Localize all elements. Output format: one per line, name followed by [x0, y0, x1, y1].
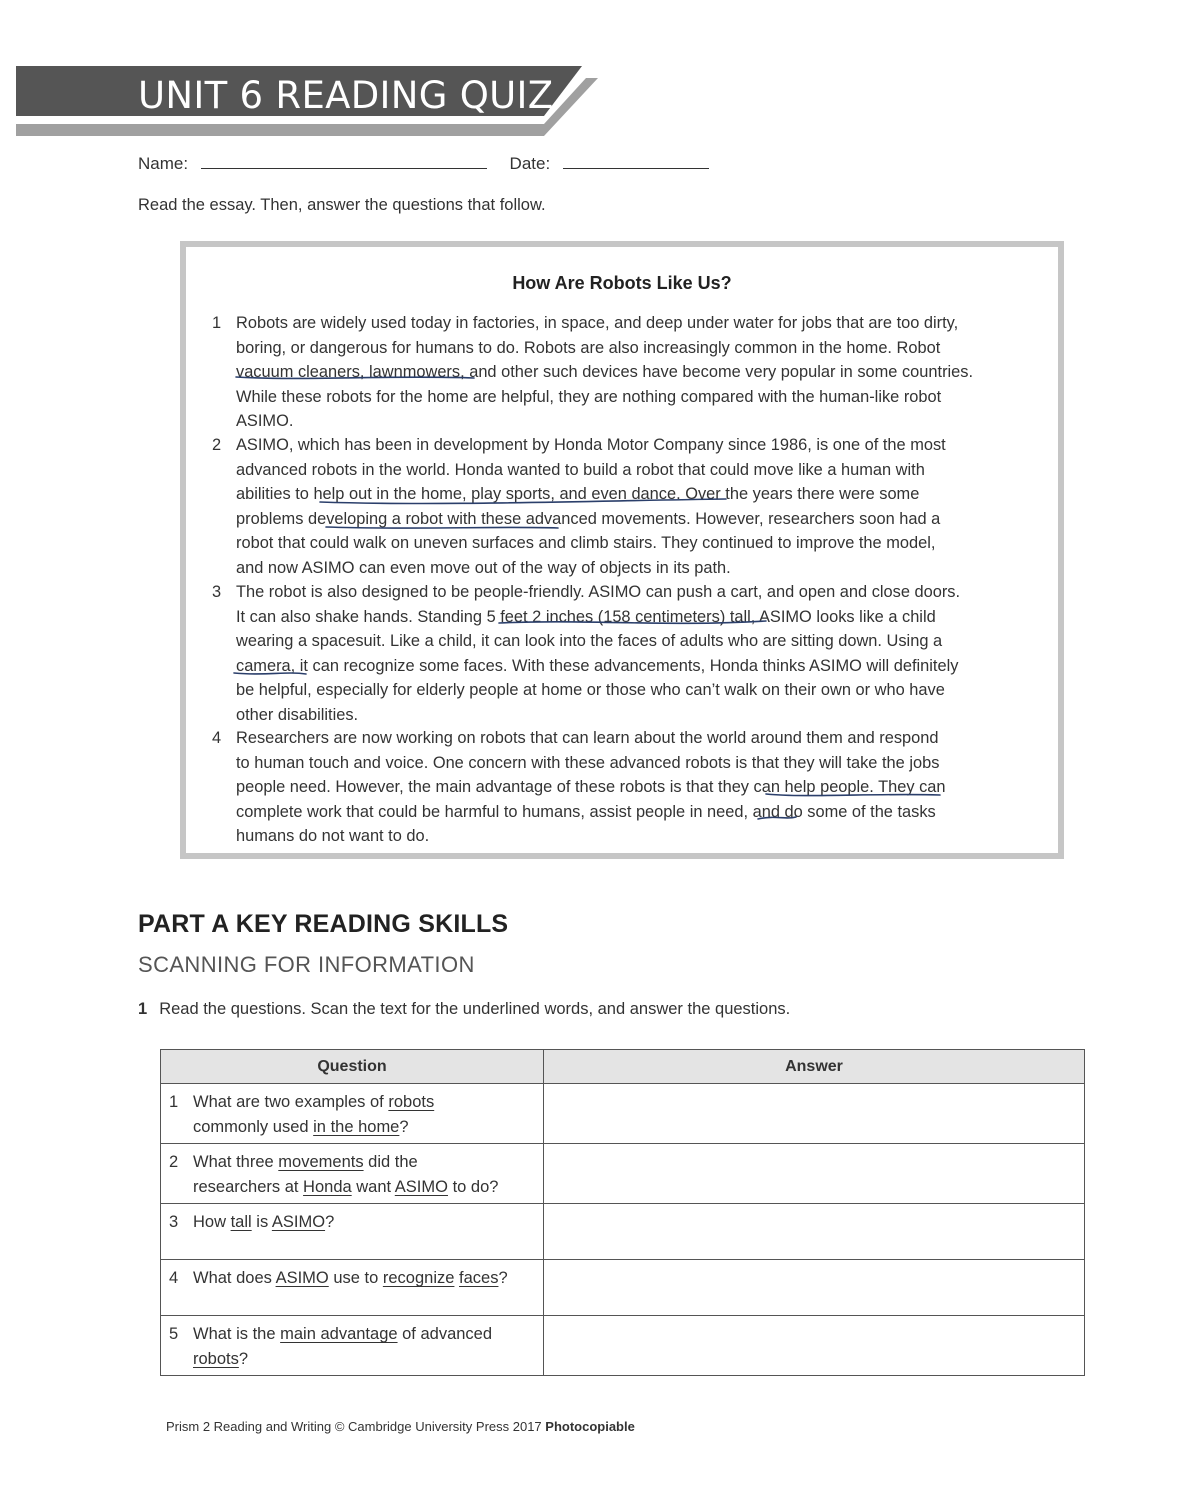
table-row — [161, 1260, 1085, 1316]
page-title: UNIT 6 READING QUIZ — [138, 74, 554, 117]
question-cell — [161, 1144, 544, 1204]
question-text: What three — [193, 1153, 279, 1171]
question-text: What does — [193, 1269, 276, 1287]
question-number: 3 — [169, 1213, 179, 1231]
footer-text: Prism 2 Reading and Writing © Cambridge University Press 2017 — [166, 1419, 546, 1434]
underlined-word: faces — [459, 1269, 499, 1287]
question-text: How — [193, 1213, 231, 1231]
question-text: to do? — [447, 1177, 499, 1196]
essay-title: How Are Robots Like Us? — [512, 273, 732, 293]
essay-line: complete work that could be harmful to humans, assist people in need, and do some of the tasks — [236, 802, 936, 821]
underlined-word: recognize — [382, 1269, 455, 1287]
question-cell — [161, 1084, 544, 1144]
essay-line: Robots are widely used today in factories, in space, and deep under water for jobs that are too dirty, — [236, 314, 959, 332]
question-text: ? — [399, 1117, 409, 1136]
essay-line: people need. However, the main advantage of these robots is that they can help people. They can — [236, 778, 946, 796]
essay-line: abilities to help out in the home, play sports, and even dance. Over the years there were some — [236, 485, 920, 503]
essay-line: It can also shake hands. Standing 5 feet 2 inches (158 centimeters) tall, ASIMO looks like a child — [236, 607, 936, 626]
exercise-text: Read the questions. Scan the text for the underlined words, and answer the questions. — [159, 1000, 791, 1018]
question-number: 1 — [169, 1093, 179, 1111]
essay-line: ASIMO, which has been in development by Honda Motor Company since 1986, is one of the most — [236, 436, 946, 454]
essay-box — [180, 241, 1064, 859]
question-text: use to — [328, 1269, 383, 1287]
essay-line: humans do not want to do. — [236, 827, 430, 845]
answer-cell[interactable] — [544, 1084, 1085, 1144]
question-text: What is the — [193, 1325, 281, 1343]
essay-line: While these robots for the home are helpful, they are nothing compared with the human-like robot — [236, 387, 942, 406]
header-question: Question — [161, 1050, 544, 1084]
essay-line: robot that could walk on uneven surfaces and climb stairs. They continued to improve the model, — [236, 534, 936, 552]
part-a-heading: PART A KEY READING SKILLS — [138, 910, 509, 938]
underlined-word: ASIMO — [394, 1177, 448, 1196]
exercise-instruction — [138, 1000, 790, 1019]
question-text: What are two examples of — [193, 1093, 389, 1111]
question-text: is — [251, 1213, 272, 1231]
question-cell — [161, 1316, 544, 1376]
question-text: researchers at — [193, 1177, 304, 1196]
title-banner — [16, 66, 598, 136]
underlined-word: ASIMO — [271, 1213, 326, 1231]
essay-line: other disabilities. — [236, 705, 359, 724]
essay-line: and now ASIMO can even move out of the way of objects in its path. — [236, 558, 731, 577]
footer-copyright — [166, 1419, 635, 1434]
essay-instructions: Read the essay. Then, answer the questions that follow. — [138, 196, 546, 214]
name-label: Name: — [138, 154, 189, 173]
essay-line: be helpful, especially for elderly people at home or those who can’t walk on their own or who have — [236, 681, 945, 699]
underlined-word: tall — [230, 1213, 252, 1231]
essay-line: to human touch and voice. One concern with these advanced robots is that they will take the jobs — [236, 753, 940, 772]
question-text: commonly used — [193, 1117, 314, 1136]
question-text: want — [351, 1177, 395, 1196]
essay-line: The robot is also designed to be people-friendly. ASIMO can push a cart, and open and close doors. — [236, 583, 961, 601]
underlined-word: ASIMO — [275, 1269, 329, 1287]
header-answer: Answer — [544, 1050, 1085, 1084]
question-text: ? — [325, 1213, 335, 1231]
essay-line: vacuum cleaners, lawnmowers, and other such devices have become very popular in some countries. — [236, 363, 974, 381]
question-answer-table — [160, 1049, 1085, 1376]
underlined-word: Honda — [303, 1177, 352, 1196]
question-text: ? — [498, 1269, 508, 1287]
underlined-word: main advantage — [280, 1325, 398, 1343]
underlined-word: robots — [193, 1349, 239, 1368]
question-text: of advanced — [397, 1325, 493, 1343]
answer-cell[interactable] — [544, 1144, 1085, 1204]
footer-photocopiable: Photocopiable — [545, 1419, 635, 1434]
essay-line: camera, it can recognize some faces. With these advancements, Honda thinks ASIMO will definitely — [236, 656, 959, 675]
name-field[interactable] — [201, 154, 487, 169]
essay-line: Researchers are now working on robots that can learn about the world around them and respond — [236, 729, 939, 747]
answer-cell[interactable] — [544, 1260, 1085, 1316]
question-text: did the — [363, 1153, 418, 1171]
question-text: ? — [238, 1349, 249, 1368]
paragraph-number: 2 — [212, 436, 222, 454]
paragraph-number: 4 — [212, 729, 222, 747]
date-label: Date: — [509, 154, 551, 173]
essay-line: advanced robots in the world. Honda wanted to build a robot that could move like a human with — [236, 460, 925, 479]
answer-cell[interactable] — [544, 1204, 1085, 1260]
section-subheading: SCANNING FOR INFORMATION — [138, 952, 475, 977]
paragraph-number: 1 — [212, 314, 222, 332]
essay-line: ASIMO. — [236, 412, 294, 430]
underlined-word: movements — [278, 1153, 364, 1171]
exercise-number: 1 — [138, 1000, 148, 1018]
question-number: 2 — [169, 1153, 179, 1171]
question-cell — [161, 1260, 544, 1316]
underlined-word: robots — [388, 1093, 435, 1111]
question-number: 4 — [169, 1269, 179, 1287]
essay-line: boring, or dangerous for humans to do. Robots are also increasingly common in the home. Robot — [236, 338, 941, 357]
question-cell — [161, 1204, 544, 1260]
name-date-row — [138, 154, 709, 174]
essay-line: problems developing a robot with these advanced movements. However, researchers soon had a — [236, 509, 941, 528]
table-row — [161, 1144, 1085, 1204]
date-field[interactable] — [563, 154, 709, 169]
essay-line: wearing a spacesuit. Like a child, it can look into the faces of adults who are sitting down. Using a — [236, 632, 943, 650]
answer-cell[interactable] — [544, 1316, 1085, 1376]
paragraph-number: 3 — [212, 583, 222, 601]
question-number: 5 — [169, 1325, 179, 1343]
table-row — [161, 1084, 1085, 1144]
table-row — [161, 1316, 1085, 1376]
table-header-row — [161, 1050, 1085, 1084]
table-row — [161, 1204, 1085, 1260]
underlined-word: in the home — [313, 1117, 400, 1136]
